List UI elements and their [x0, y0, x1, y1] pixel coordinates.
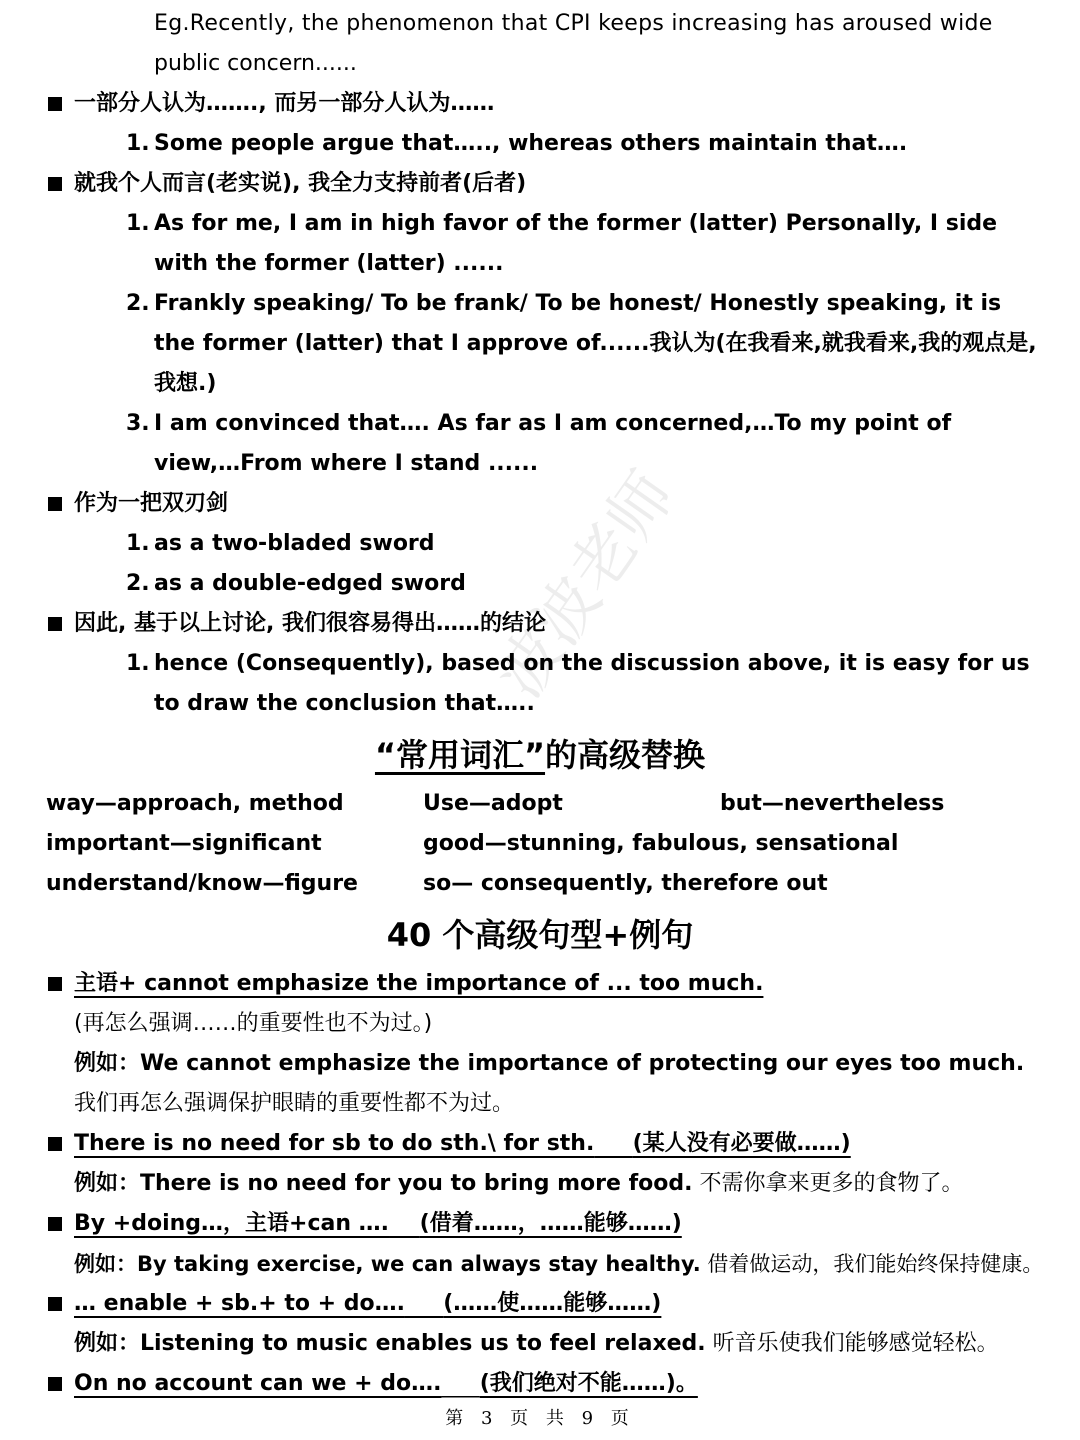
- section-heading-text: 一部分人认为……., 而另一部分人认为……: [74, 91, 495, 116]
- pattern-example-cn: 不需你拿来更多的食物了。: [699, 1171, 964, 1196]
- item-number: 1.: [126, 211, 150, 236]
- patterns-title: 40 个高级句型+例句: [386, 916, 694, 954]
- bullet-icon: [48, 617, 62, 631]
- pattern-heading-cn: (我们绝对不能……)。: [479, 1371, 698, 1396]
- vocab-cell: good—stunning, fabulous, sensational: [423, 831, 899, 856]
- pattern-example: [0, 1324, 1050, 1364]
- vocab-cell: way—approach, method: [46, 791, 344, 816]
- vocab-cell: but—nevertheless: [720, 791, 945, 816]
- pattern-heading: [0, 1124, 1050, 1164]
- item-text: As for me, I am in high favor of the former (latter) Personally, I side: [154, 211, 998, 236]
- item-text: to draw the conclusion that…..: [154, 691, 535, 716]
- pattern-example-cn: 听音乐使我们能够感觉轻松。: [712, 1331, 999, 1356]
- pattern-example: [0, 1044, 1050, 1084]
- pattern-heading-cn: (……使……能够……): [443, 1291, 662, 1316]
- pattern-note: [0, 1004, 1050, 1044]
- bullet-icon: [48, 497, 62, 511]
- item-number: 2.: [126, 291, 150, 316]
- example-line-1: [0, 4, 1050, 44]
- pattern-heading-text: [74, 1204, 682, 1244]
- pattern-heading: [0, 1284, 1050, 1324]
- vocab-cell: understand/know—figure: [46, 871, 358, 896]
- pattern-example-text: 例如：Listening to music enables us to feel relaxed.: [74, 1331, 706, 1356]
- bullet-icon: [48, 1297, 62, 1311]
- pattern-heading-cn: (某人没有必要做……): [632, 1131, 851, 1156]
- list-item-cont: [0, 364, 1050, 404]
- pattern-heading-cn: (借着……，……能够……): [419, 1211, 682, 1236]
- pattern-example-cn: 借着做运动，我们能始终保持健康。: [707, 1252, 1044, 1276]
- vocab-title-rest: 的高级替换: [545, 736, 706, 774]
- bullet-icon: [48, 1217, 62, 1231]
- pattern-heading-text: [74, 1284, 661, 1324]
- example-line-2: [0, 44, 1050, 84]
- pattern-heading-text: [74, 1364, 698, 1404]
- pattern-heading-en: On no account can we + do….: [74, 1371, 442, 1396]
- item-text: Some people argue that….., whereas others maintain that….: [154, 131, 908, 156]
- pattern-example-text: 例如：We cannot emphasize the importance of protecting our eyes too much.: [74, 1051, 1025, 1076]
- item-text: the former (latter) that I approve of......我认为(在我看来,就我看来,我的观点是,: [154, 331, 1037, 356]
- pattern-example-text: 例如：By taking exercise, we can always stay healthy.: [74, 1252, 701, 1276]
- list-item-cont: [0, 244, 1050, 284]
- item-text: as a two-bladed sword: [154, 531, 435, 556]
- list-item: [0, 404, 1050, 444]
- pattern-example: [0, 1164, 1050, 1204]
- list-item: [0, 524, 1050, 564]
- pattern-example-text: 例如：There is no need for you to bring more food.: [74, 1171, 693, 1196]
- vocab-title: [0, 730, 1080, 780]
- pattern-heading: [0, 1204, 1050, 1244]
- vocab-title-underlined: “常用词汇”: [374, 736, 546, 774]
- pattern-translation: [0, 1084, 1050, 1124]
- section-heading-text: 就我个人而言(老实说), 我全力支持前者(后者): [74, 171, 527, 196]
- pattern-heading-en: … enable + sb.+ to + do….: [74, 1291, 405, 1316]
- example-text: Eg.Recently, the phenomenon that CPI keeps increasing has aroused wide: [154, 11, 993, 36]
- section-heading-text: 作为一把双刃剑: [74, 491, 229, 516]
- vocab-cell: so— consequently, therefore out: [423, 871, 828, 896]
- section-heading: [0, 604, 1050, 644]
- section-heading: [0, 164, 1050, 204]
- list-item-cont: [0, 684, 1050, 724]
- bullet-icon: [48, 977, 62, 991]
- pattern-heading-text: 主语+ cannot emphasize the importance of ... too much.: [74, 971, 764, 996]
- list-item-cont: [0, 444, 1050, 484]
- example-text-cont: public concern......: [154, 51, 357, 76]
- section-heading: [0, 84, 1050, 124]
- list-item: [0, 284, 1050, 324]
- pattern-note-text: (再怎么强调……的重要性也不为过。): [74, 1011, 433, 1036]
- item-text: as a double-edged sword: [154, 571, 466, 596]
- list-item-cont: [0, 324, 1050, 364]
- list-item: [0, 644, 1050, 684]
- list-item: [0, 204, 1050, 244]
- item-number: 1.: [126, 131, 150, 156]
- pattern-heading-en: By +doing…，主语+can ….: [74, 1211, 390, 1236]
- pattern-heading-text: [74, 1124, 851, 1164]
- bullet-icon: [48, 177, 62, 191]
- pattern-heading-en: There is no need for sb to do sth.\ for sth.: [74, 1131, 595, 1156]
- bullet-icon: [48, 97, 62, 111]
- vocab-cell: important—significant: [46, 831, 322, 856]
- list-item: [0, 564, 1050, 604]
- pattern-heading: [0, 1364, 1050, 1404]
- item-text: hence (Consequently), based on the discussion above, it is easy for us: [154, 651, 1030, 676]
- vocab-cell: Use—adopt: [423, 791, 563, 816]
- item-number: 1.: [126, 651, 150, 676]
- watermark: 波波老师: [482, 458, 690, 712]
- pattern-example: [0, 1244, 1050, 1284]
- item-number: 2.: [126, 571, 150, 596]
- pattern-heading: [0, 964, 1050, 1004]
- page-footer: 第 3 页 共 9 页: [445, 1408, 635, 1429]
- item-number: 3.: [126, 411, 150, 436]
- section-heading-text: 因此, 基于以上讨论, 我们很容易得出……的结论: [74, 611, 547, 636]
- bullet-icon: [48, 1377, 62, 1391]
- bullet-icon: [48, 1137, 62, 1151]
- item-text: view,…From where I stand ......: [154, 451, 539, 476]
- item-text: 我想.): [154, 371, 217, 396]
- item-text: I am convinced that…. As far as I am concerned,…To my point of: [154, 411, 952, 436]
- item-text: Frankly speaking/ To be frank/ To be honest/ Honestly speaking, it is: [154, 291, 1002, 316]
- list-item: [0, 124, 1050, 164]
- pattern-translation-text: 我们再怎么强调保护眼睛的重要性都不为过。: [74, 1091, 515, 1116]
- item-number: 1.: [126, 531, 150, 556]
- item-text: with the former (latter) ......: [154, 251, 504, 276]
- section-heading: [0, 484, 1050, 524]
